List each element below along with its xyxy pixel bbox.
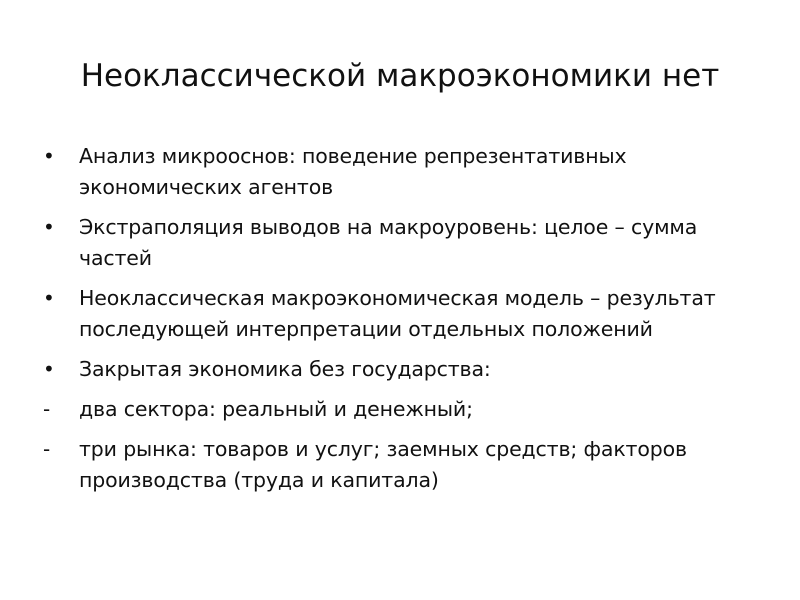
slide-title: Неоклассической макроэкономики нет (80, 58, 720, 94)
list-item (40, 141, 760, 203)
list-item (40, 354, 760, 385)
list-item (40, 283, 760, 345)
list-item-text: Анализ микрооснов: поведение репрезентативных экономических агентов (79, 144, 627, 199)
list-item-text: Неоклассическая макроэкономическая модель – результат последующей интерпретации отдельных положений (79, 286, 716, 341)
list-item (40, 394, 760, 425)
bullet-icon: • (43, 357, 55, 381)
bullet-icon: • (43, 144, 55, 168)
list-item (40, 434, 760, 496)
list-item (40, 212, 760, 274)
bullet-icon: • (43, 286, 55, 310)
list-item-text: Закрытая экономика без государства: (79, 357, 491, 381)
bullet-list (40, 141, 760, 505)
list-item-text: два сектора: реальный и денежный; (79, 397, 473, 421)
dash-icon: - (43, 437, 51, 461)
bullet-icon: • (43, 215, 55, 239)
list-item-text: три рынка: товаров и услуг; заемных средств; факторов производства (труда и капитала) (79, 437, 687, 492)
dash-icon: - (43, 397, 51, 421)
list-item-text: Экстраполяция выводов на макроуровень: целое – сумма частей (79, 215, 698, 270)
